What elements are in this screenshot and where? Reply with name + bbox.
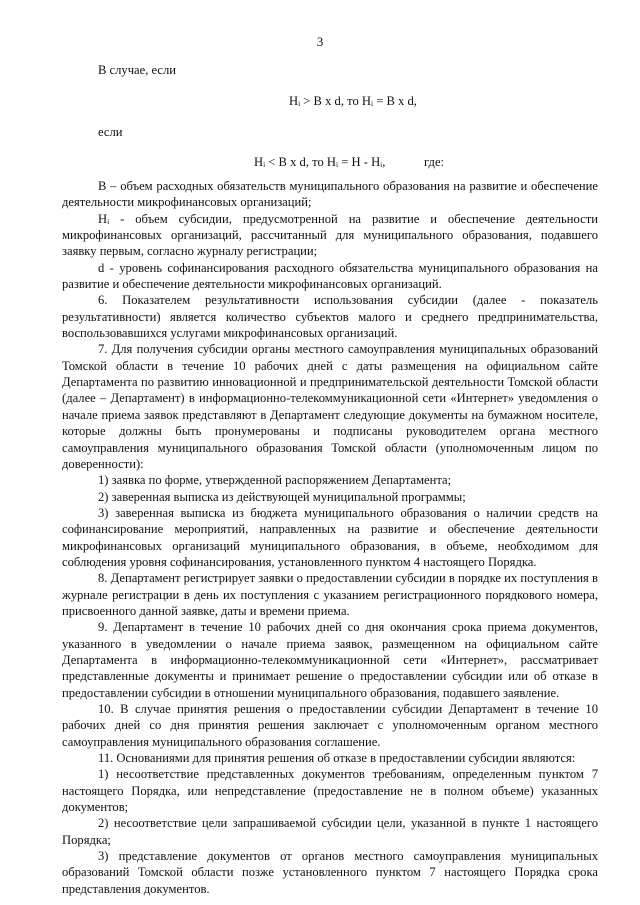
paragraph: B – объем расходных обязательств муниципального образования на развитие и обеспечение деятельности микрофинансовых организаций; xyxy=(62,179,598,210)
formula-condition-2: Hᵢ < B x d, то Hᵢ = H - Hᵢ, xyxy=(254,155,386,169)
formula-condition-1: Hᵢ > B x d, то Hᵢ = B x d, xyxy=(289,94,417,108)
paragraph: d - уровень софинансирования расходного обязательства муниципального образования на развитие и обеспечение деятельности микрофинансовых организаций. xyxy=(62,260,598,292)
list-item: 2) несоответствие цели запрашиваемой субсидии цели, указанной в пункте 1 настоящего Порядка; xyxy=(62,816,598,847)
paragraph: 7. Для получения субсидии органы местного самоуправления муниципальных образований Томской области в течение 10 рабочих дней с даты размещения на официальном сайте Департамента по развитию инновационной и предпринимательской деятельности Томской области (далее – Департамент) в информационно-телекоммуникационной сети «Интернет» уведомления о начале приема заявок представляют в Департамент следующие документы на бумажном носителе, которые должны быть пронумерованы и подписаны руководителем органа местного самоуправления муниципального образования Томской области (уполномоченным лицом по доверенности): xyxy=(62,342,598,471)
document-body xyxy=(62,178,598,897)
list-item: 3) заверенная выписка из бюджета муниципального образования о наличии средств на софинансирование мероприятий, направленных на развитие и обеспечение деятельности микрофинансовых организаций муниципального образования, в объеме, необходимом для соблюдения уровня софинансирования, установленного пунктом 4 настоящего Порядка. xyxy=(62,505,598,569)
case-if-label: В случае, если xyxy=(98,63,177,77)
where-label: где: xyxy=(424,155,445,169)
list-item: 1) заявка по форме, утвержденной распоряжением Департамента; xyxy=(98,473,452,488)
paragraph: Hᵢ - объем субсидии, предусмотренной на развитие и обеспечение деятельности микрофинансовых организаций, рассчитанный для муниципального образования, подавшего заявку первым, согласно журналу регистрации; xyxy=(62,211,598,259)
paragraph: 11. Основаниями для принятия решения об отказе в предоставлении субсидии являются: xyxy=(98,751,576,766)
paragraph: 9. Департамент в течение 10 рабочих дней со дня окончания срока приема документов, указанного в уведомлении о начале приема заявок, размещенном на официальном сайте Департамента в информационно-телекоммуникационной сети «Интернет», рассматривает представленные документы и принимает решение о предоставлении субсидии или об отказе в предоставлении субсидии в отношении муниципального образования, подавшего заявление. xyxy=(62,620,598,700)
list-item: 2) заверенная выписка из действующей муниципальной программы; xyxy=(98,489,466,504)
case-if-label-2: если xyxy=(98,125,123,139)
paragraph: 10. В случае принятия решения о предоставлении субсидии Департамент в течение 10 рабочих дней со дня принятия решения заключает с уполномоченным органом местного самоуправления муниципального образования соглашение. xyxy=(62,702,598,749)
paragraph: 6. Показателем результативности использования субсидии (далее - показатель результативности) является количество субъектов малого и среднего предпринимательства, воспользовавшихся услугами микрофинансовых организаций. xyxy=(62,293,598,341)
paragraph: 8. Департамент регистрирует заявки о предоставлении субсидии в порядке их поступления в журнале регистрации в день их поступления с указанием регистрационного порядкового номера, присвоенного данной заявке, даты и времени приема. xyxy=(62,571,598,618)
list-item: 3) представление документов от органов местного самоуправления муниципальных образований Томской области позже установленного пунктом 7 настоящего Порядка срока представления документов. xyxy=(62,849,598,896)
list-item: 1) несоответствие представленных документов требованиям, определенным пунктом 7 настоящего Порядка, или непредставление (предоставление не в полном объеме) указанных документов; xyxy=(62,767,598,815)
page-number: 3 xyxy=(316,34,324,49)
